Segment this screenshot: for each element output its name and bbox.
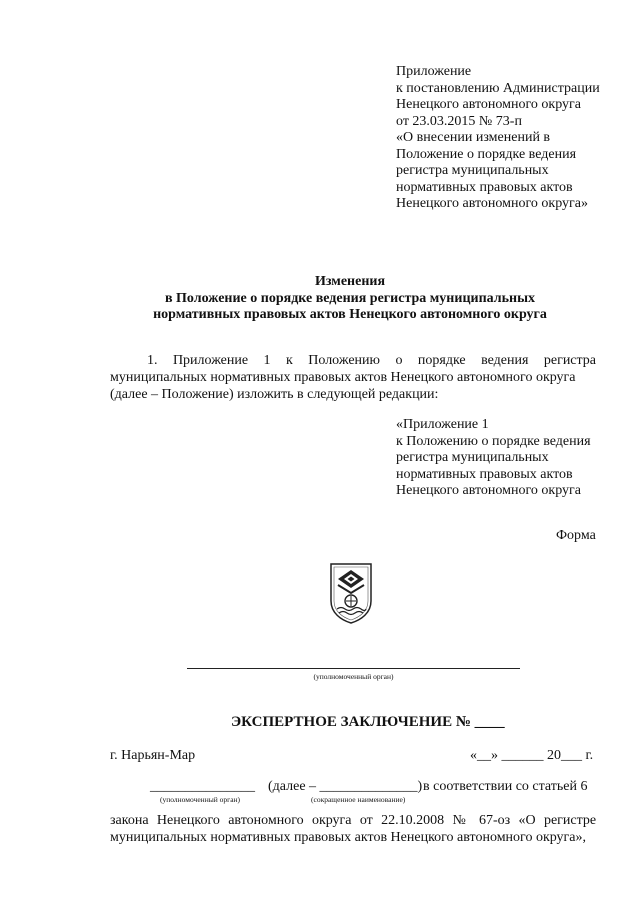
authorized-body-caption: (уполномоченный орган) [313, 672, 394, 681]
paragraph-line: (далее – Положение) изложить в следующей редакции: [110, 387, 439, 402]
word: закона [110, 813, 149, 828]
law-text [110, 812, 596, 846]
word: автономного [228, 813, 304, 828]
appendix1-header-line: Ненецкого автономного округа [396, 483, 581, 498]
body-line-end: в соответствии со статьей 6 [423, 779, 588, 794]
place: г. Нарьян-Мар [110, 748, 196, 763]
word: ведения [481, 353, 529, 368]
word: от [359, 813, 373, 828]
date-field: «__» ______ 20___ г. [470, 748, 594, 763]
appendix1-header-line: регистра муниципальных [396, 450, 549, 465]
coat-of-arms-icon [328, 561, 374, 625]
word: регистре [543, 813, 597, 828]
title-line: нормативных правовых актов Ненецкого автономного округа [153, 307, 547, 322]
word: 1 [263, 353, 271, 368]
word: к [286, 353, 293, 368]
appendix1-header-line: «Приложение 1 [396, 417, 489, 432]
appendix-header-line: нормативных правовых актов [396, 179, 573, 195]
word: № [452, 813, 471, 828]
word: Ненецкого [156, 813, 220, 828]
title-line: Изменения [314, 274, 386, 289]
expert-conclusion-title: ЭКСПЕРТНОЕ ЗАКЛЮЧЕНИЕ № ____ [231, 714, 505, 730]
appendix-header-line: Ненецкого автономного округа» [396, 196, 588, 211]
appendix1-header [396, 417, 591, 500]
word: 67-оз [478, 813, 511, 828]
paragraph-1 [110, 352, 596, 403]
word: порядке [417, 353, 466, 368]
appendix1-header-line: нормативных правовых актов [396, 466, 573, 482]
appendix-header-line: Приложение [396, 64, 472, 79]
caption-short-name: (сокращенное наименование) [311, 795, 406, 804]
paragraph-line: муниципальных нормативных правовых актов Ненецкого автономного округа [110, 370, 576, 385]
word: 22.10.2008 [381, 813, 445, 828]
appendix-header [396, 64, 600, 213]
appendix-header-line: регистра муниципальных [396, 163, 549, 178]
authorized-body-line [187, 668, 520, 669]
appendix1-header-line: к Положению о порядке ведения [396, 433, 591, 449]
law-text-line [110, 812, 596, 829]
appendix-header-line: от 23.03.2015 № 73-п [396, 113, 522, 129]
appendix-header-line: Положение о порядке ведения [396, 146, 577, 162]
appendix-header-line: к постановлению Администрации [396, 80, 600, 96]
document-title [110, 274, 590, 324]
short-name-field: (далее – ______________) [268, 779, 423, 794]
word: «О [518, 813, 536, 828]
appendix-header-line: «О внесении изменений в [396, 130, 551, 145]
authorized-body-blank: _______________ [150, 779, 255, 794]
caption-authorized-body: (уполномоченный орган) [160, 795, 241, 804]
appendix-header-line: Ненецкого автономного округа [396, 97, 581, 112]
word: регистра [543, 353, 597, 368]
word: 1. Приложение [147, 353, 249, 368]
word: о [395, 353, 403, 368]
paragraph-line [110, 352, 596, 369]
form-label: Форма [556, 528, 596, 543]
word: округа [311, 813, 352, 828]
title-line: в Положение о порядке ведения регистра муниципальных [164, 290, 536, 306]
law-text-line: муниципальных нормативных правовых актов Ненецкого автономного округа», [110, 830, 587, 845]
word: Положению [308, 353, 380, 368]
